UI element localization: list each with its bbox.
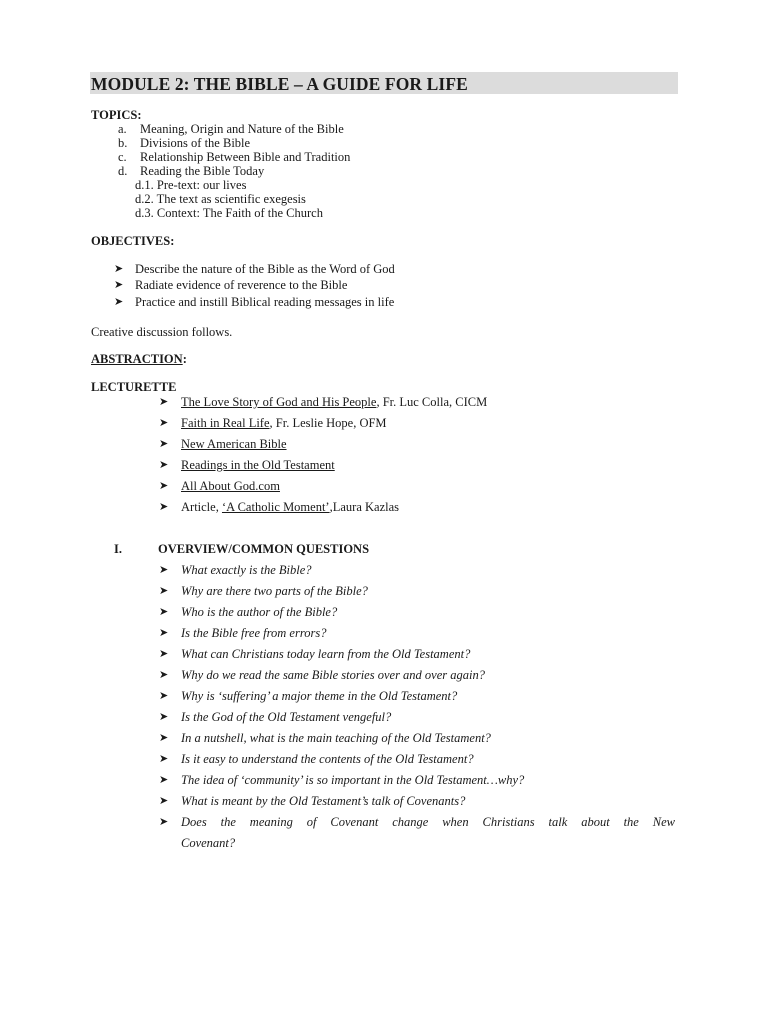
lecturette-post: ,Laura Kazlas xyxy=(329,500,399,514)
question-item: Why are there two parts of the Bible? xyxy=(181,584,368,598)
topic-text: Meaning, Origin and Nature of the Bible xyxy=(140,122,344,136)
topic-subitem: d.2. The text as scientific exegesis xyxy=(135,192,306,206)
objective-item: Practice and instill Biblical reading messages in life xyxy=(135,295,395,309)
arrow-bullet-icon: ➤ xyxy=(159,669,169,681)
section-heading: OVERVIEW/COMMON QUESTIONS xyxy=(158,542,370,556)
question-item: What is meant by the Old Testament’s talk of Covenants? xyxy=(181,794,466,808)
abstraction-heading xyxy=(91,352,187,366)
topic-label: d. xyxy=(118,164,128,178)
abstraction-colon: : xyxy=(182,352,187,366)
lecturette-post: , Fr. Leslie Hope, OFM xyxy=(269,416,387,430)
arrow-bullet-icon: ➤ xyxy=(159,627,169,639)
topics-heading: TOPICS: xyxy=(91,108,142,122)
arrow-bullet-icon: ➤ xyxy=(159,501,169,513)
question-item: Is the Bible free from errors? xyxy=(181,626,327,640)
arrow-bullet-icon: ➤ xyxy=(159,711,169,723)
arrow-bullet-icon: ➤ xyxy=(159,816,169,828)
topic-label: c. xyxy=(118,150,127,164)
arrow-bullet-icon: ➤ xyxy=(159,438,169,450)
arrow-bullet-icon: ➤ xyxy=(159,774,169,786)
arrow-bullet-icon: ➤ xyxy=(159,648,169,660)
topic-item xyxy=(118,150,350,164)
question-item: Is it easy to understand the contents of the Old Testament? xyxy=(181,752,474,766)
topic-item xyxy=(118,122,344,136)
section-numeral: I. xyxy=(114,542,122,556)
lecturette-link[interactable]: The Love Story of God and His People xyxy=(181,395,377,409)
lecturette-link[interactable]: Faith in Real Life xyxy=(181,416,270,430)
arrow-bullet-icon: ➤ xyxy=(159,795,169,807)
question-item: In a nutshell, what is the main teaching of the Old Testament? xyxy=(181,731,491,745)
arrow-bullet-icon: ➤ xyxy=(159,396,169,408)
lecturette-post: , Fr. Luc Colla, CICM xyxy=(376,395,488,409)
arrow-bullet-icon: ➤ xyxy=(159,690,169,702)
question-item: Why is ‘suffering’ a major theme in the Old Testament? xyxy=(181,689,458,703)
lecturette-item xyxy=(181,395,487,409)
arrow-bullet-icon: ➤ xyxy=(114,263,124,275)
arrow-bullet-icon: ➤ xyxy=(159,564,169,576)
abstraction-label: ABSTRACTION xyxy=(91,352,183,366)
arrow-bullet-icon: ➤ xyxy=(159,480,169,492)
topic-text: Divisions of the Bible xyxy=(140,136,251,150)
question-item: Is the God of the Old Testament vengeful? xyxy=(181,710,392,724)
lecturette-item xyxy=(181,437,287,451)
objectives-heading: OBJECTIVES: xyxy=(91,234,175,248)
lecturette-link[interactable]: ‘A Catholic Moment’ xyxy=(221,500,330,514)
lecturette-heading: LECTURETTE xyxy=(91,380,177,394)
topic-text: Reading the Bible Today xyxy=(140,164,265,178)
lecturette-link[interactable]: All About God.com xyxy=(181,479,280,493)
topic-subitem: d.3. Context: The Faith of the Church xyxy=(135,206,323,220)
topic-text: Relationship Between Bible and Tradition xyxy=(140,150,351,164)
question-item: The idea of ‘community’ is so important in the Old Testament…why? xyxy=(181,773,525,787)
topic-item xyxy=(118,136,250,150)
lecturette-link[interactable]: New American Bible xyxy=(181,437,287,451)
arrow-bullet-icon: ➤ xyxy=(159,417,169,429)
question-item: Why do we read the same Bible stories over and over again? xyxy=(181,668,485,682)
question-item-line1: Does the meaning of Covenant change when Christians talk about the New xyxy=(181,815,675,829)
arrow-bullet-icon: ➤ xyxy=(114,279,124,291)
objective-item: Radiate evidence of reverence to the Bible xyxy=(135,278,348,292)
arrow-bullet-icon: ➤ xyxy=(159,606,169,618)
topic-label: b. xyxy=(118,136,128,150)
discussion-text: Creative discussion follows. xyxy=(91,325,233,339)
arrow-bullet-icon: ➤ xyxy=(114,296,124,308)
question-item: What can Christians today learn from the Old Testament? xyxy=(181,647,471,661)
arrow-bullet-icon: ➤ xyxy=(159,753,169,765)
lecturette-item xyxy=(181,479,280,493)
arrow-bullet-icon: ➤ xyxy=(159,732,169,744)
arrow-bullet-icon: ➤ xyxy=(159,459,169,471)
page-title: MODULE 2: THE BIBLE – A GUIDE FOR LIFE xyxy=(91,74,468,94)
lecturette-item xyxy=(181,416,387,430)
arrow-bullet-icon: ➤ xyxy=(159,585,169,597)
topic-label: a. xyxy=(118,122,127,136)
lecturette-pre: Article, xyxy=(181,500,222,514)
question-item: What exactly is the Bible? xyxy=(181,563,312,577)
topic-subitem: d.1. Pre-text: our lives xyxy=(135,178,247,192)
lecturette-item xyxy=(181,458,335,472)
topic-item xyxy=(118,164,264,178)
objective-item: Describe the nature of the Bible as the Word of God xyxy=(135,262,395,276)
lecturette-link[interactable]: Readings in the Old Testament xyxy=(181,458,335,472)
question-item-line2: Covenant? xyxy=(181,836,236,850)
question-item: Who is the author of the Bible? xyxy=(181,605,338,619)
lecturette-item xyxy=(181,500,399,514)
